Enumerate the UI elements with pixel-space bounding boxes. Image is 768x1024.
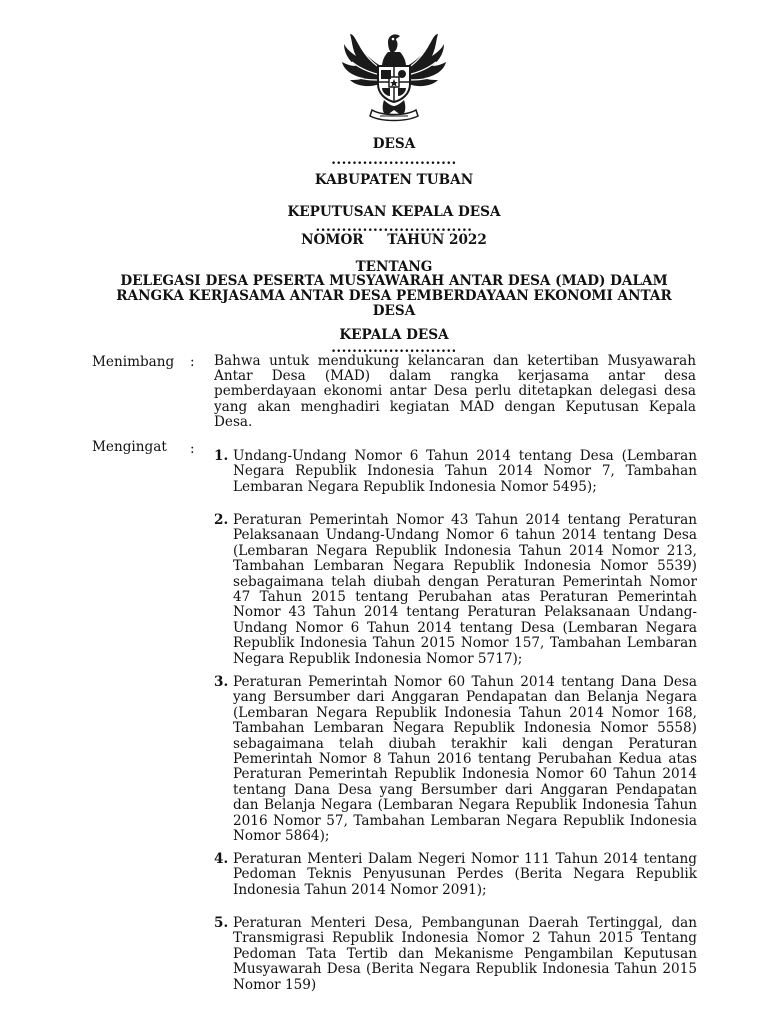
tentang-heading: TENTANG	[355, 259, 433, 275]
decree-heading: KEPUTUSAN KEPALA DESA	[287, 204, 501, 220]
list-item-text: Peraturan Menteri Dalam Negeri Nomor 111 Tahun 2014 tentang Pedoman Teknis Penyusunan Perdes (Berita Negara Republik Indonesia Tahun 2014 Nomor 2091);	[233, 851, 697, 898]
mengingat-label: Mengingat	[92, 439, 167, 455]
village-head-placeholder: ........................	[331, 340, 457, 356]
village-head-heading: KEPALA DESA	[339, 327, 449, 343]
menimbang-text: Bahwa untuk mendukung kelancaran dan ketertiban Musyawarah Antar Desa (MAD) dalam rangka kerjasama antar desa pemberdayaan ekonomi antar Desa perlu ditetapkan delegasi desa yang akan menghadiri kegiatan MAD dengan Keputusan Kepala Desa.	[214, 353, 696, 430]
mengingat-colon: :	[190, 441, 195, 457]
list-item-number: 5.	[214, 915, 229, 931]
list-item-text: Peraturan Pemerintah Nomor 43 Tahun 2014 tentang Peraturan Pelaksanaan Undang-Undang Nomor 6 tahun 2014 tentang Desa (Lembaran Negara Republik Indonesia Tahun 2014 Nomor 213, Tambahan Lembaran Negara Republik Indonesia Nomor 5539) sebagaimana telah diubah dengan Peraturan Pemerintah Nomor 47 Tahun 2015 tentang Perubahan atas Peraturan Pemerintah Nomor 43 Tahun 2014 tentang Peraturan Pelaksanaan Undang-Undang Nomor 6 Tahun 2014 tentang Desa (Lembaran Negara Republik Indonesia Tahun 2015 Nomor 157, Tambahan Lembaran Negara Republik Indonesia Nomor 5717);	[233, 512, 697, 667]
list-item-number: 2.	[214, 512, 229, 528]
list-item-text: Peraturan Pemerintah Nomor 60 Tahun 2014 tentang Dana Desa yang Bersumber dari Anggaran Pendapatan dan Belanja Negara (Lembaran Negara Republik Indonesia Tahun 2014 Nomor 168, Tambahan Lembaran Negara Republik Indonesia Nomor 5558) sebagaimana telah diubah terakhir kali dengan Peraturan Pemerintah Nomor 8 Tahun 2016 tentang Perubahan Kedua atas Peraturan Pemerintah Republik Indonesia Nomor 60 Tahun 2014 tentang Dana Desa yang Bersumber dari Anggaran Pendapatan dan Belanja Negara (Lembaran Negara Republik Indonesia Tahun 2016 Nomor 57, Tambahan Lembaran Negara Republik Indonesia Nomor 5864);	[233, 674, 697, 845]
list-item-text: Undang-Undang Nomor 6 Tahun 2014 tentang Desa (Lembaran Negara Republik Indonesia Tahun 2014 Nomor 7, Tambahan Lembaran Negara Republik Indonesia Nomor 5495);	[233, 448, 697, 495]
decree-placeholder: ..............................	[315, 219, 473, 235]
garuda-emblem-icon	[338, 26, 450, 126]
decree-number: NOMOR TAHUN 2022	[301, 232, 487, 248]
decree-subject-line-2: RANGKA KERJASAMA ANTAR DESA PEMBERDAYAAN EKONOMI ANTAR	[116, 288, 672, 304]
list-item-text: Peraturan Menteri Desa, Pembangunan Daerah Tertinggal, dan Transmigrasi Republik Indonesia Nomor 2 Tahun 2015 Tentang Pedoman Tata Tertib dan Mekanisme Pengambilan Keputusan Musyawarah Desa (Berita Negara Republik Indonesia Tahun 2015 Nomor 159)	[233, 915, 697, 993]
list-item-number: 4.	[214, 851, 229, 867]
village-heading: DESA	[372, 136, 416, 152]
decree-subject-line-3: DESA	[372, 303, 416, 319]
menimbang-colon: :	[190, 354, 195, 370]
regency-heading: KABUPATEN TUBAN	[314, 172, 474, 188]
decree-subject-line-1: DELEGASI DESA PESERTA MUSYAWARAH ANTAR DESA (MAD) DALAM	[120, 273, 668, 289]
list-item-number: 1.	[214, 448, 229, 464]
menimbang-label: Menimbang	[92, 354, 175, 370]
village-name-placeholder: ........................	[331, 152, 457, 168]
list-item-number: 3.	[214, 674, 229, 690]
